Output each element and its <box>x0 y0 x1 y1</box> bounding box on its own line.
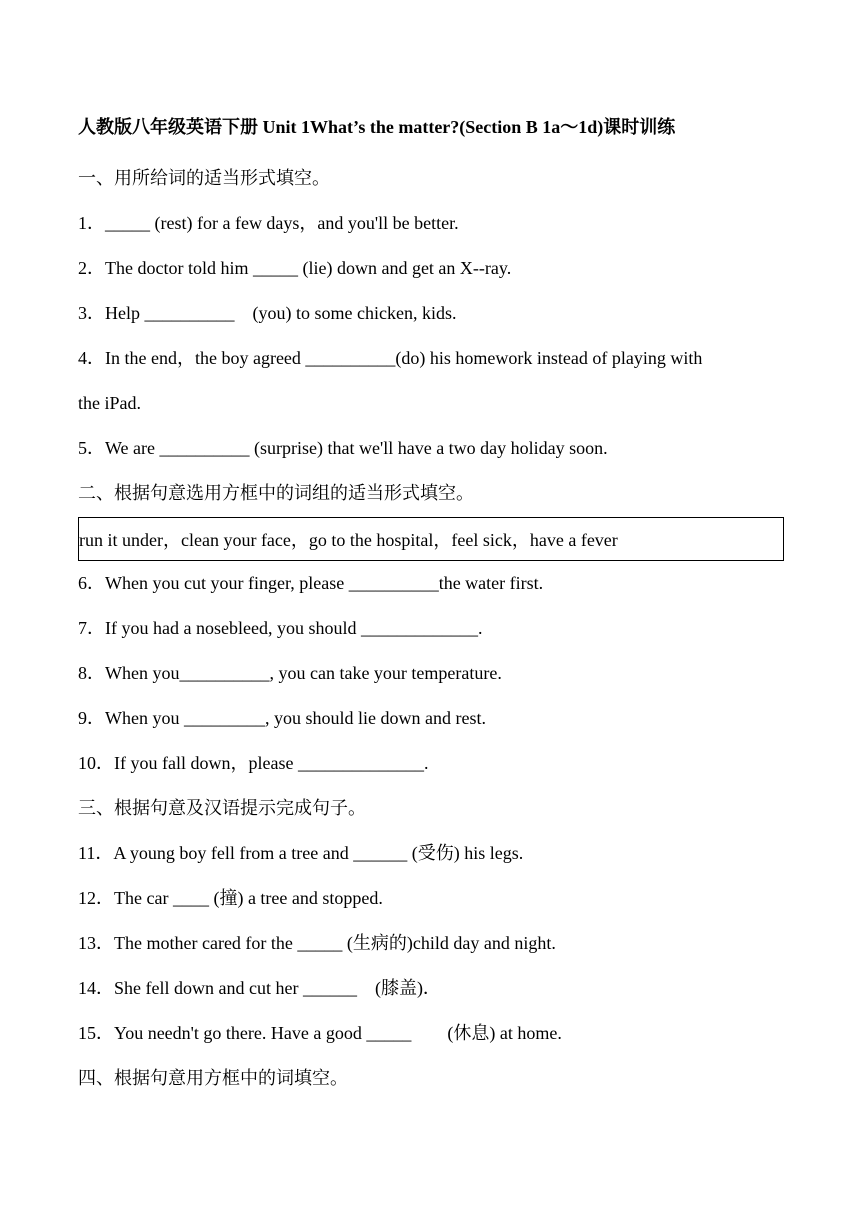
question-15: 15．You needn't go there. Have a good _____ (休息) at home. <box>78 1023 562 1043</box>
question-2: 2．The doctor told him _____ (lie) down and get an X--ray. <box>78 258 512 278</box>
question-13: 13．The mother cared for the _____ (生病的)child day and night. <box>78 933 556 953</box>
question-1: 1．_____ (rest) for a few days，and you'll be better. <box>78 213 459 233</box>
word-box: run it under，clean your face，go to the hospital，feel sick，have a fever <box>78 517 784 561</box>
title-spacer <box>78 144 784 156</box>
worksheet-page <box>78 110 784 1101</box>
question-12: 12．The car ____ (撞) a tree and stopped. <box>78 888 383 908</box>
section-1-heading: 一、用所给词的适当形式填空。 <box>78 168 330 188</box>
question-14: 14．She fell down and cut her ______ (膝盖)． <box>78 978 441 998</box>
question-9: 9．When you _________, you should lie down and rest. <box>78 708 486 728</box>
question-8: 8．When you__________, you can take your temperature. <box>78 663 502 683</box>
question-4: 4．In the end，the boy agreed __________(do) his homework instead of playing with <box>78 348 703 368</box>
question-11: 11．A young boy fell from a tree and ______ (受伤) his legs. <box>78 843 524 863</box>
worksheet-title: 人教版八年级英语下册 Unit 1What’s the matter?(Section B 1a～1d)课时训练 <box>78 117 676 137</box>
question-5: 5．We are __________ (surprise) that we'll have a two day holiday soon. <box>78 438 608 458</box>
question-4-continued: the iPad. <box>78 393 141 413</box>
section-2-heading: 二、根据句意选用方框中的词组的适当形式填空。 <box>78 483 474 503</box>
question-7: 7．If you had a nosebleed, you should _____________. <box>78 618 483 638</box>
question-10: 10．If you fall down，please ______________. <box>78 753 429 773</box>
section-3-heading: 三、根据句意及汉语提示完成句子。 <box>78 798 366 818</box>
section-4-heading: 四、根据句意用方框中的词填空。 <box>78 1068 348 1088</box>
question-3: 3．Help __________ (you) to some chicken, kids. <box>78 303 457 323</box>
question-6: 6．When you cut your finger, please __________the water first. <box>78 573 544 593</box>
